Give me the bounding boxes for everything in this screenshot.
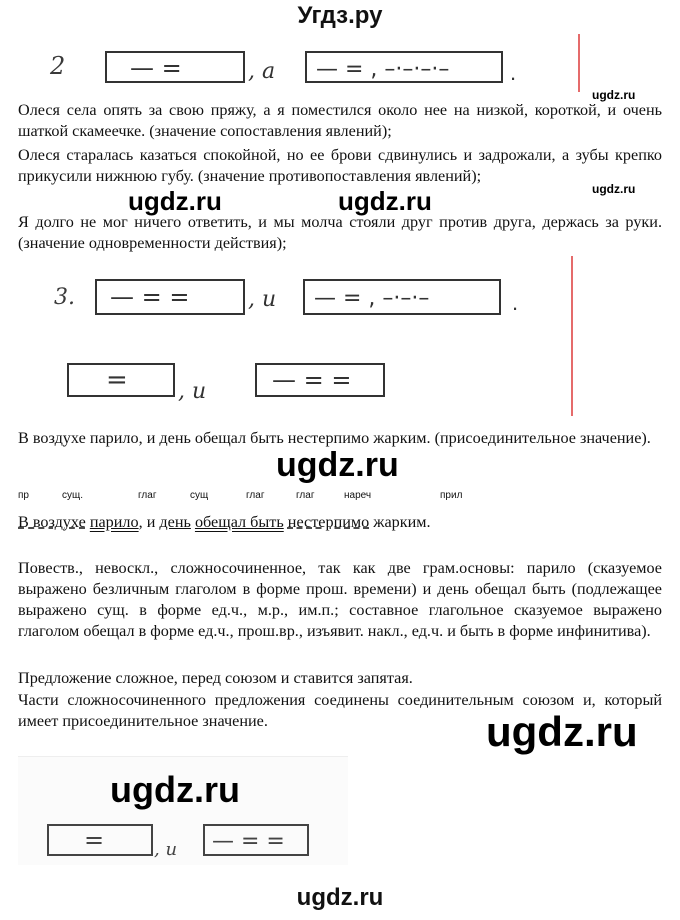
pos-label: глаг (246, 490, 265, 501)
scheme-left: — = = (110, 283, 190, 311)
parsed-word: В воздухе (18, 513, 86, 531)
scheme-left: = (84, 826, 105, 854)
page-footer: ugdz.ru (296, 884, 384, 911)
scheme-right: — = , –·–·–·– (316, 57, 450, 82)
main-sentence: В воздухе парило, и день обещал быть нестерпимо жарким. (присоединительное значение). (18, 429, 651, 447)
scheme-drawing-1 (18, 34, 662, 92)
pos-label: глаг (296, 490, 315, 501)
page-header: Угдз.ру (297, 2, 383, 29)
analysis-paragraph-1: Повеств., невоскл., сложносочиненное, так как две грам.основы: парило (сказуемое выражено безличным глаголом в форме прош. времени) и день обещал быть (подлежащее выражено сущ. в форме ед.ч., м.р., им.п.; составное глагольное сказуемое выражено глаголом обещал в форме ед.ч., прош.вр., изъявит. накл., ед.ч. и быть в форме инфинитива). (18, 559, 662, 640)
watermark: ugdz.ru (276, 446, 399, 484)
parsed-word: жарким. (373, 513, 431, 531)
watermark: ugdz.ru (486, 708, 638, 755)
parsed-word: и (146, 513, 156, 531)
scheme-left: = (106, 365, 128, 395)
scheme-drawing-2 (18, 256, 662, 416)
scheme-sep: , a (248, 59, 276, 84)
scheme-right: — = = (272, 366, 352, 394)
scheme-right: — = , –·–·– (314, 286, 430, 311)
watermark: ugdz.ru (338, 186, 432, 216)
sentence-2: Олеся старалась казаться спокойной, но ее брови сдвинулись и задрожали, а зубы крепко прикусили нижнюю губу. (значение противопоставления явлений); (18, 146, 662, 185)
watermark: ugdz.ru (592, 88, 636, 102)
parsed-word: парило (89, 513, 139, 531)
pos-label: сущ (190, 490, 209, 501)
pos-label: пр (18, 490, 29, 501)
pos-label: глаг (138, 490, 157, 501)
scheme-photo-2 (18, 256, 662, 416)
scheme-drawing-3 (18, 757, 348, 865)
sentence-1: Олеся села опять за свою пряжу, а я поместился около нее на низкой, короткой, и очень шаткой скамеечке. (значение сопоставления явлений); (18, 101, 662, 140)
sentence-3: Я долго не мог ничего ответить, и мы молча стояли друг против друга, держась за руки. (значение одновременности действия); (18, 213, 662, 252)
pos-label: нареч (344, 490, 372, 501)
watermark: ugdz.ru (128, 186, 222, 216)
watermark: ugdz.ru (110, 769, 240, 810)
svg-text:.: . (510, 60, 517, 85)
scheme-sep: , и (178, 379, 207, 404)
parsed-word: нестерпимо (287, 513, 370, 531)
svg-text:.: . (512, 290, 519, 315)
analysis-paragraph-2: Предложение сложное, перед союзом и ставится запятая. (18, 669, 413, 687)
pos-label: сущ. (62, 490, 84, 501)
scheme-sep: , и (248, 287, 277, 312)
scheme-number: 3. (54, 285, 75, 310)
parsed-sentence: В воздухе парило, и день обещал быть нестерпимо жарким. (18, 513, 431, 531)
scheme-photo-3 (18, 756, 348, 865)
parsed-word: обещал быть (194, 513, 284, 531)
scheme-left: — = (130, 54, 182, 82)
scheme-sep: , и (154, 839, 178, 860)
watermark: ugdz.ru (592, 182, 636, 196)
pos-label: прил (440, 490, 463, 501)
parsed-word: день (159, 513, 191, 531)
analysis-paragraph-3: Части сложносочиненного предложения соединены соединительным союзом и, который имеет присоединительное значение. (18, 691, 662, 730)
scheme-right: — = = (212, 829, 285, 854)
scheme-number: 2 (50, 52, 66, 80)
scheme-photo-1 (18, 34, 662, 92)
